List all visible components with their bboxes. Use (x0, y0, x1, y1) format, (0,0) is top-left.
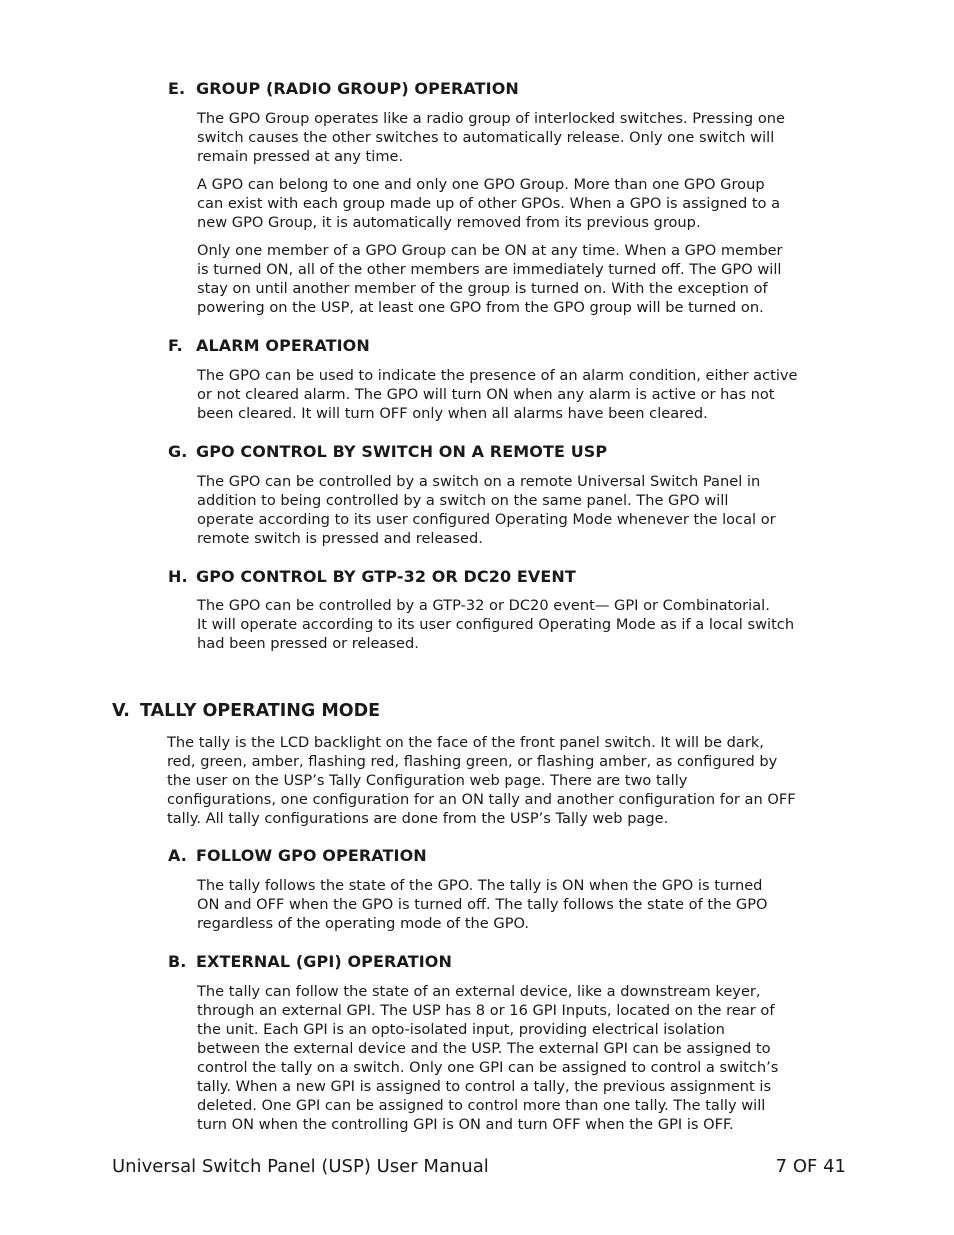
section-heading-e (168, 79, 519, 98)
section-number: E. (168, 79, 186, 98)
section-title: GPO CONTROL BY GTP-32 OR DC20 EVENT (196, 567, 576, 586)
text-line: is turned ON, all of the other members are immediately turned off. The GPO will (197, 261, 782, 278)
section-title: EXTERNAL (GPI) OPERATION (196, 952, 452, 971)
text-line: addition to being controlled by a switch on the same panel. The GPO will (197, 492, 729, 509)
text-line: It will operate according to its user configured Operating Mode as if a local switch (197, 616, 795, 633)
text-line: A GPO can belong to one and only one GPO Group. More than one GPO Group (197, 176, 765, 193)
section-number: H. (168, 567, 188, 586)
section-heading-h (168, 567, 576, 586)
section-heading-f (168, 336, 370, 355)
text-line: remote switch is pressed and released. (197, 530, 483, 547)
text-line: between the external device and the USP. The external GPI can be assigned to (197, 1040, 771, 1057)
text-line: red, green, amber, flashing red, flashing green, or flashing amber, as configured by (167, 753, 778, 770)
text-line: powering on the USP, at least one GPO from the GPO group will be turned on. (197, 299, 764, 316)
section-number: F. (168, 336, 183, 355)
paragraph (197, 109, 857, 166)
section-heading-b (168, 952, 452, 971)
section-heading-g (168, 442, 607, 461)
text-line: remain pressed at any time. (197, 148, 404, 165)
text-line: tally. When a new GPI is assigned to control a tally, the previous assignment is (197, 1078, 772, 1095)
text-line: or not cleared alarm. The GPO will turn ON when any alarm is active or has not (197, 386, 775, 403)
section-number: A. (168, 846, 187, 865)
paragraph (197, 366, 857, 423)
text-line: The tally follows the state of the GPO. The tally is ON when the GPO is turned (197, 877, 763, 894)
section-number: B. (168, 952, 187, 971)
text-line: The GPO Group operates like a radio group of interlocked switches. Pressing one (197, 110, 785, 127)
text-line: The GPO can be used to indicate the presence of an alarm condition, either active (197, 367, 798, 384)
section-number: G. (168, 442, 188, 461)
chapter-title: TALLY OPERATING MODE (140, 701, 381, 721)
text-line: operate according to its user configured Operating Mode whenever the local or (197, 511, 776, 528)
section-title: GROUP (RADIO GROUP) OPERATION (196, 79, 519, 98)
text-line: The GPO can be controlled by a switch on a remote Universal Switch Panel in (197, 473, 761, 490)
footer-title: Universal Switch Panel (USP) User Manual (112, 1156, 489, 1177)
text-line: The tally can follow the state of an external device, like a downstream keyer, (197, 983, 761, 1000)
paragraph (197, 876, 857, 933)
text-line: control the tally on a switch. Only one GPI can be assigned to control a switch’s (197, 1059, 779, 1076)
page-number: 7 OF 41 (775, 1156, 846, 1177)
paragraph (197, 596, 857, 653)
text-line: the user on the USP’s Tally Configuration web page. There are two tally (167, 772, 688, 789)
section-title: FOLLOW GPO OPERATION (196, 846, 427, 865)
paragraph (197, 472, 857, 548)
text-line: new GPO Group, it is automatically removed from its previous group. (197, 214, 701, 231)
text-line: configurations, one configuration for an ON tally and another configuration for an OFF (167, 791, 796, 808)
section-heading-a (168, 846, 427, 865)
text-line: tally. All tally configurations are done from the USP’s Tally web page. (167, 810, 669, 827)
text-line: Only one member of a GPO Group can be ON at any time. When a GPO member (197, 242, 783, 259)
paragraph (197, 241, 857, 317)
text-line: through an external GPI. The USP has 8 or 16 GPI Inputs, located on the rear of (197, 1002, 775, 1019)
text-line: deleted. One GPI can be assigned to control more than one tally. The tally will (197, 1097, 766, 1114)
text-line: been cleared. It will turn OFF only when all alarms have been cleared. (197, 405, 708, 422)
section-title: ALARM OPERATION (196, 336, 370, 355)
section-title: GPO CONTROL BY SWITCH ON A REMOTE USP (196, 442, 608, 461)
text-line: turn ON when the controlling GPI is ON and turn OFF when the GPI is OFF. (197, 1116, 734, 1133)
text-line: switch causes the other switches to automatically release. Only one switch will (197, 129, 775, 146)
chapter-number: V. (112, 701, 130, 721)
paragraph (197, 175, 857, 232)
page-footer (112, 1156, 846, 1180)
paragraph (167, 733, 857, 828)
text-line: The tally is the LCD backlight on the face of the front panel switch. It will be dark, (167, 734, 764, 751)
paragraph (197, 982, 857, 1134)
text-line: can exist with each group made up of other GPOs. When a GPO is assigned to a (197, 195, 781, 212)
text-line: stay on until another member of the group is turned on. With the exception of (197, 280, 768, 297)
text-line: had been pressed or released. (197, 635, 419, 652)
text-line: The GPO can be controlled by a GTP-32 or DC20 event— GPI or Combinatorial. (197, 597, 770, 614)
chapter-heading-v (112, 701, 380, 721)
text-line: regardless of the operating mode of the GPO. (197, 915, 530, 932)
text-line: ON and OFF when the GPO is turned off. The tally follows the state of the GPO (197, 896, 768, 913)
text-line: the unit. Each GPI is an opto-isolated input, providing electrical isolation (197, 1021, 725, 1038)
